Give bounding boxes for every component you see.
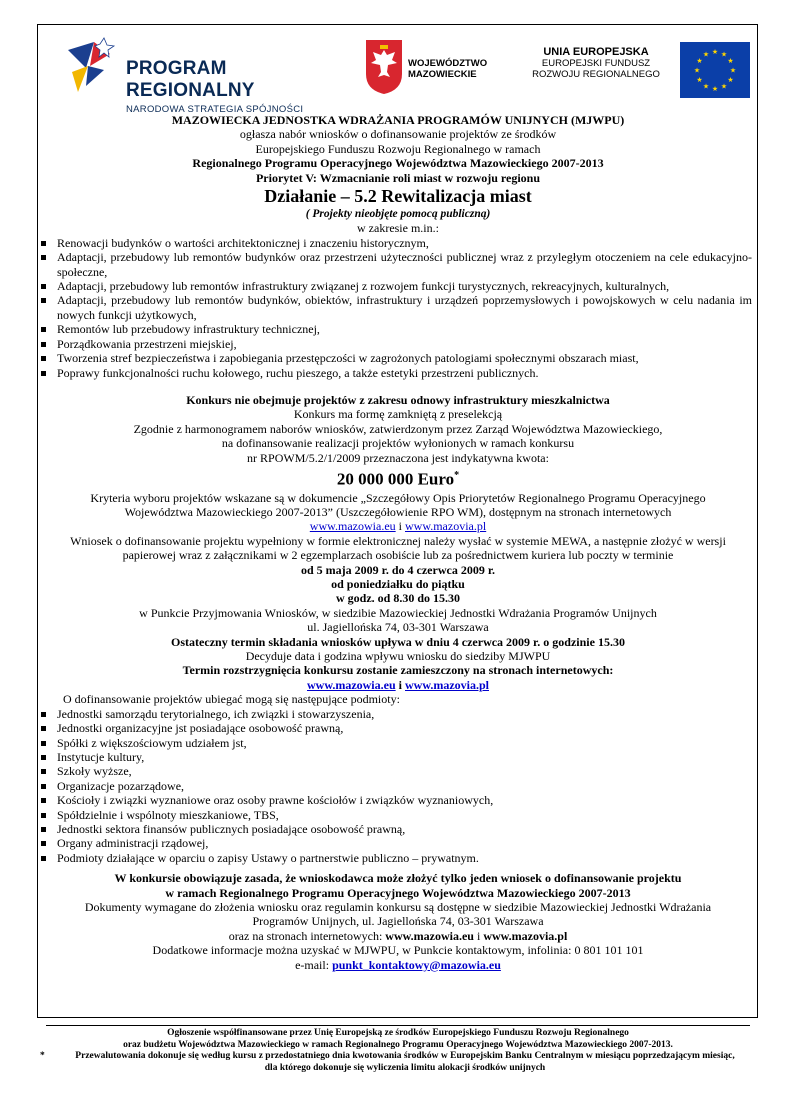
exclusion-note: Konkurs nie obejmuje projektów z zakresu odnowy infrastruktury mieszkalnictwa xyxy=(186,392,610,407)
and-text: i xyxy=(398,677,402,692)
web-link1[interactable]: www.mazowia.eu xyxy=(385,928,474,943)
priority: Priorytet V: Wzmacnianie roli miast w rozwoju regionu xyxy=(255,170,541,185)
harmonogram-line3: nr RPOWM/5.2/1/2009 przeznaczona jest indykatywna kwota: xyxy=(247,450,549,465)
eligible-list xyxy=(38,707,758,865)
list-item: Jednostki organizacyjne jst posiadające osobowość prawną, xyxy=(38,721,752,735)
eu-fund-line1: EUROPEJSKI FUNDUSZ xyxy=(541,58,651,69)
documents-info: Dokumenty wymagane do złożenia wniosku oraz regulamin konkursu są dostępne w siedzibie Mazowieckiej Jednostki Wdrażania Programów Unijnych, ul. Jagiellońska 74, 03-301 Warszawa xyxy=(84,899,712,929)
list-item: Adaptacji, przebudowy lub remontów budynków oraz przestrzeni użyteczności publicznej wraz z przyległym otoczeniem na cele edukacyjno-społeczne, xyxy=(38,250,752,279)
decision-note: Decyduje data i godzina wpływu wniosku do siedziby MJWPU xyxy=(245,649,551,664)
footer xyxy=(38,1025,758,1074)
web-info xyxy=(38,929,758,943)
scope-intro: w zakresie m.in.: xyxy=(357,221,439,236)
list-item: Remontów lub przebudowy infrastruktury technicznej, xyxy=(38,322,752,336)
org-name: MAZOWIECKA JEDNOSTKA WDRAŻANIA PROGRAMÓW UNIJNYCH (MJWPU) xyxy=(171,113,625,127)
voivodeship-line1: WOJEWÓDZTWO xyxy=(408,58,488,69)
link-mazowia[interactable]: www.mazowia.eu xyxy=(309,519,396,534)
list-item: Organy administracji rządowej, xyxy=(38,836,752,850)
resolution-links xyxy=(38,678,758,692)
eligible-intro: O dofinansowanie projektów ubiegać mogą się następujące podmioty: xyxy=(63,692,400,707)
final-deadline: Ostateczny termin składania wniosków upływa w dniu 4 czerwca 2009 r. o godzinie 15.30 xyxy=(171,634,625,649)
announcement-body xyxy=(38,113,758,972)
svg-text:★: ★ xyxy=(727,57,734,65)
list-item: Organizacje pozarządowe, xyxy=(38,779,752,793)
cofinancing-line1: Ogłoszenie współfinansowane przez Unię Europejską ze środków Europejskiego Funduszu Rozwoju Regionalnego xyxy=(167,1028,629,1038)
mazowsze-logo xyxy=(364,38,504,100)
email-line xyxy=(38,958,758,972)
web-link2[interactable]: www.mazovia.pl xyxy=(483,928,568,943)
criteria-text: Kryteria wyboru projektów wskazane są w dokumencie „Szczegółowy Opis Priorytetów Regionalnego Programu Operacyjnego Województwa Mazowieckiego 2007-2013” (Uszczegółowienie RPO WM), dostępnym na stronach internetowych xyxy=(90,490,706,519)
eu-fund-line2: ROZWOJU REGIONALNEGO xyxy=(532,69,660,80)
public-aid-note: ( Projekty nieobjęte pomocą publiczną) xyxy=(305,208,491,221)
submission-dates: od 5 maja 2009 r. do 4 czerwca 2009 r. xyxy=(300,562,496,577)
list-item: Porządkowania przestrzeni miejskiej, xyxy=(38,337,752,351)
action-title: Działanie – 5.2 Rewitalizacja miast xyxy=(264,186,532,207)
web-prefix: oraz na stronach internetowych: xyxy=(228,928,383,943)
link-mazowia[interactable]: www.mazowia.eu xyxy=(306,677,396,692)
email-link[interactable]: punkt_kontaktowy@mazowia.eu xyxy=(332,957,501,972)
link-mazovia[interactable]: www.mazovia.pl xyxy=(405,677,489,692)
eu-logo xyxy=(512,40,752,102)
resolution-note: Termin rozstrzygnięcia konkursu zostanie zamieszczony na stronach internetowych: xyxy=(182,663,614,678)
harmonogram-line1: Zgodnie z harmonogramem naborów wniosków, zatwierdzonym przez Zarząd Województwa Mazowieckiego, xyxy=(133,421,663,436)
list-item: Poprawy funkcjonalności ruchu kołowego, ruchu pieszego, a także estetyki przestrzeni publicznych. xyxy=(38,366,752,380)
list-item: Adaptacji, przebudowy lub remontów infrastruktury związanej z rozwojem funkcji turystycznych, rekreacyjnych, kulturalnych, xyxy=(38,279,752,293)
list-item: Jednostki sektora finansów publicznych posiadające osobowość prawną, xyxy=(38,822,752,836)
list-item: Renowacji budynków o wartości architektonicznej i znaczeniu historycznym, xyxy=(38,236,752,250)
svg-text:★: ★ xyxy=(696,76,703,84)
footnote-line2: dla którego dokonuje się wyliczenia limitu alokacji środków unijnych xyxy=(264,1062,546,1073)
svg-text:★: ★ xyxy=(711,48,719,56)
contact-info: Dodatkowe informacje można uzyskać w MJWPU, w Punkcie kontaktowym, infolinia: 0 801 101 101 xyxy=(152,943,644,958)
list-item: Spółki z większościowym udziałem jst, xyxy=(38,736,752,750)
cofinancing-line2: oraz budżetu Województwa Mazowieckiego w ramach Regionalnego Programu Operacyjnego Województwa Mazowieckiego 2007-2013. xyxy=(123,1039,673,1050)
list-item: Podmioty działające w oparciu o zapisy Ustawy o partnerstwie publiczno – prywatnym. xyxy=(38,851,752,865)
amount-footnote-mark: * xyxy=(454,469,460,481)
submission-text: Wniosek o dofinansowanie projektu wypełniony w formie elektronicznej należy wysłać w systemie MEWA, a następnie złożyć w wersji papierowej wraz z załącznikami w 2 egzemplarzach osobiście lub za pośrednictwem kuriera lub poczty w terminie xyxy=(70,533,726,563)
svg-text:★: ★ xyxy=(729,66,737,75)
program-subtitle: NARODOWA STRATEGIA SPÓJNOŚCI xyxy=(126,104,304,115)
logo-header xyxy=(42,30,754,115)
submission-days: od poniedziałku do piątku xyxy=(331,577,465,592)
one-application-rule2: w ramach Regionalnego Programu Operacyjnego Województwa Mazowieckiego 2007-2013 xyxy=(165,885,631,900)
scope-list xyxy=(38,236,758,380)
mazowsze-eagle-icon xyxy=(364,38,404,96)
submission-hours: w godz. od 8.30 do 15.30 xyxy=(335,591,460,606)
svg-text:★: ★ xyxy=(693,66,701,75)
allocation-amount xyxy=(38,465,758,491)
footer-divider xyxy=(46,1025,750,1026)
program-regionalny-emblem-icon xyxy=(64,36,126,98)
amount-value: 20 000 000 Euro xyxy=(336,469,455,489)
list-item: Spółdzielnie i wspólnoty mieszkaniowe, TBS, xyxy=(38,808,752,822)
harmonogram-line2: na dofinansowanie realizacji projektów wyłonionych w ramach konkursu xyxy=(221,436,575,451)
list-item: Szkoły wyższe, xyxy=(38,764,752,778)
svg-text:★: ★ xyxy=(702,50,710,59)
criteria-links xyxy=(38,519,758,533)
voivodeship-line2: MAZOWIECKIE xyxy=(408,69,477,80)
and-text: i xyxy=(476,928,481,943)
eu-flag-icon xyxy=(680,42,750,98)
footnote-line1: Przewalutowania dokonuje się według kursu z przedostatniego dnia kwotowania środków w Europejskim Banku Centralnym w miesiącu poprzedzającym miesiąc, xyxy=(75,1051,735,1061)
and-text: i xyxy=(398,519,402,534)
list-item: Jednostki samorządu terytorialnego, ich związki i stowarzyszenia, xyxy=(38,707,752,721)
intro-line2: Europejskiego Funduszu Rozwoju Regionalnego w ramach xyxy=(255,141,541,156)
svg-text:★: ★ xyxy=(727,76,734,84)
svg-text:★: ★ xyxy=(711,85,719,93)
submission-place2: ul. Jagiellońska 74, 03-301 Warszawa xyxy=(307,620,489,635)
program-title: PROGRAM REGIONALNY xyxy=(126,58,255,101)
svg-text:★: ★ xyxy=(720,82,728,91)
eu-title: UNIA EUROPEJSKA xyxy=(543,46,649,58)
footnote-star: * xyxy=(40,1051,45,1061)
link-mazovia[interactable]: www.mazovia.pl xyxy=(405,519,487,534)
list-item: Adaptacji, przebudowy lub remontów budynków, obiektów, infrastruktury i urządzeń poprzemysłowych i powojskowych w celu nadania im nowych funkcji użytkowych, xyxy=(38,293,752,322)
list-item: Kościoły i związki wyznaniowe oraz osoby prawne kościołów i związków wyznaniowych, xyxy=(38,793,752,807)
submission-place1: w Punkcie Przyjmowania Wniosków, w siedzibie Mazowieckiej Jednostki Wdrażania Programów Unijnych xyxy=(139,605,657,620)
svg-text:★: ★ xyxy=(702,82,710,91)
list-item: Tworzenia stref bezpieczeństwa i zapobiegania przestępczości w zagrożonych patologiami społecznymi obszarach miast, xyxy=(38,351,752,365)
svg-text:★: ★ xyxy=(696,57,703,65)
program-regionalny-logo xyxy=(64,36,354,115)
intro-line1: ogłasza nabór wniosków o dofinansowanie projektów ze środków xyxy=(239,127,557,142)
svg-text:★: ★ xyxy=(720,50,728,59)
list-item: Instytucje kultury, xyxy=(38,750,752,764)
one-application-rule: W konkursie obowiązuje zasada, że wnioskodawca może złożyć tylko jeden wniosek o dofinansowanie projektu xyxy=(114,871,682,886)
contest-form: Konkurs ma formę zamkniętą z preselekcją xyxy=(293,407,503,422)
exchange-footnote xyxy=(38,1051,758,1074)
program-name: Regionalnego Programu Operacyjnego Województwa Mazowieckiego 2007-2013 xyxy=(192,156,604,171)
email-label: e-mail: xyxy=(295,957,330,972)
